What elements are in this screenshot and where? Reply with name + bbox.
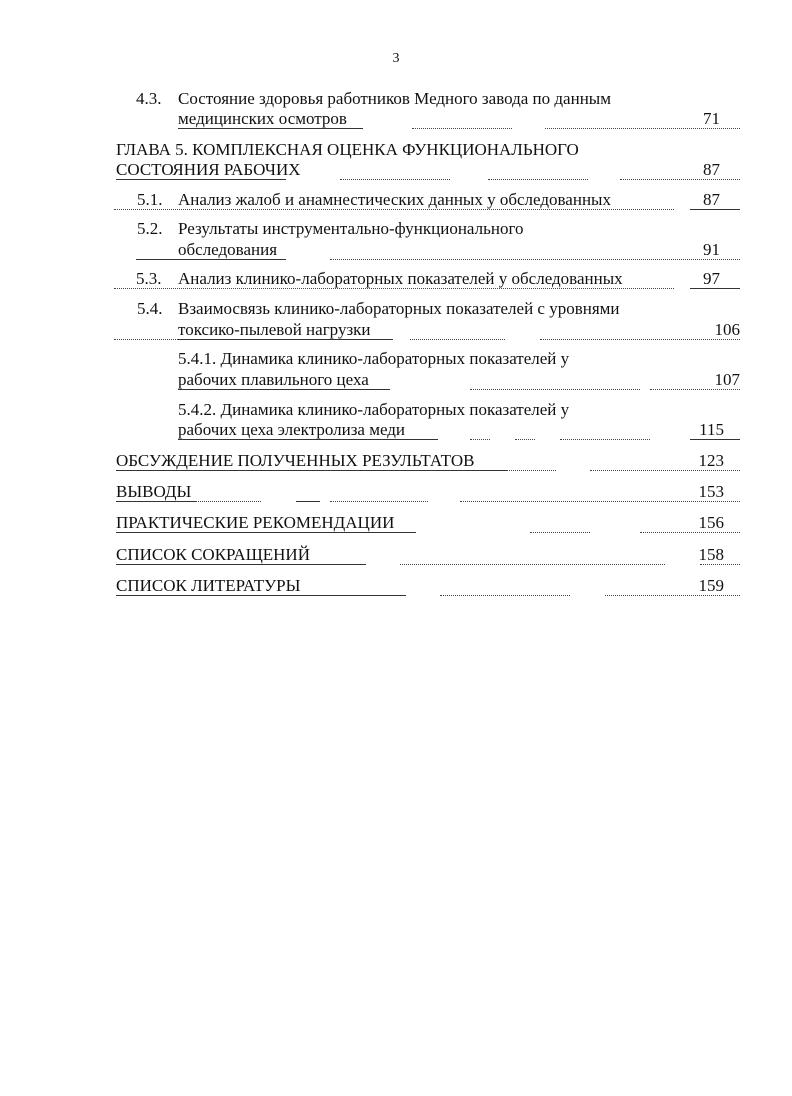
leader-line bbox=[178, 389, 390, 390]
leader-line bbox=[114, 209, 674, 210]
leader-line bbox=[440, 595, 570, 596]
leader-line bbox=[470, 439, 490, 440]
toc-entry-title-line2: рабочих цеха электролиза меди bbox=[178, 420, 406, 439]
leader-line bbox=[196, 501, 261, 502]
toc-entry-title-line1: Взаимосвязь клинико-лабораторных показателей с уровнями bbox=[178, 299, 620, 318]
leader-line bbox=[400, 564, 665, 565]
leader-line bbox=[650, 389, 740, 390]
toc-entry-title-line2: обследования bbox=[178, 240, 278, 259]
toc-entry-title: Анализ клинико-лабораторных показателей у обследованных bbox=[178, 269, 623, 288]
toc-entry-title: Анализ жалоб и анамнестических данных у обследованных bbox=[178, 190, 611, 209]
toc-entry-title: ПРАКТИЧЕСКИЕ РЕКОМЕНДАЦИИ bbox=[116, 513, 395, 532]
toc-entry-page: 71 bbox=[703, 109, 720, 128]
toc-entry-page: 115 bbox=[699, 420, 724, 439]
leader-line bbox=[330, 259, 740, 260]
leader-line bbox=[690, 288, 740, 289]
leader-line bbox=[412, 128, 512, 129]
toc-entry-title-line1: 5.4.1. Динамика клинико-лабораторных показателей у bbox=[178, 349, 570, 368]
leader-line bbox=[640, 532, 740, 533]
toc-entry-number: 5.2. bbox=[137, 219, 163, 238]
toc-entry-title: ВЫВОДЫ bbox=[116, 482, 192, 501]
leader-line bbox=[116, 470, 506, 471]
toc-entry-page: 158 bbox=[698, 545, 724, 564]
toc-entry-title-line2: СОСТОЯНИЯ РАБОЧИХ bbox=[116, 160, 301, 179]
leader-line bbox=[340, 179, 450, 180]
leader-line bbox=[178, 339, 393, 340]
leader-line bbox=[545, 128, 740, 129]
toc-entry-title-line2: рабочих плавильного цеха bbox=[178, 370, 369, 389]
leader-line bbox=[330, 501, 428, 502]
leader-line bbox=[116, 532, 416, 533]
leader-line bbox=[515, 439, 535, 440]
toc-entry-title-line1: Состояние здоровья работников Медного завода по данным bbox=[178, 89, 611, 108]
toc-entry-number: 4.3. bbox=[136, 89, 162, 108]
leader-line bbox=[690, 209, 740, 210]
toc-entry-page: 156 bbox=[698, 513, 724, 532]
leader-line bbox=[700, 564, 740, 565]
toc-entry-number: 5.1. bbox=[137, 190, 163, 209]
page-number: 3 bbox=[392, 51, 400, 66]
leader-line bbox=[690, 439, 740, 440]
leader-line bbox=[410, 339, 505, 340]
toc-entry-page: 91 bbox=[703, 240, 720, 259]
leader-line bbox=[560, 439, 650, 440]
leader-line bbox=[136, 259, 286, 260]
leader-line bbox=[530, 532, 590, 533]
leader-line bbox=[460, 501, 740, 502]
toc-entry-title: СПИСОК ЛИТЕРАТУРЫ bbox=[116, 576, 301, 595]
toc-entry-title-line2: токсико-пылевой нагрузки bbox=[178, 320, 371, 339]
toc-entry-page: 87 bbox=[703, 160, 720, 179]
toc-entry-title-line1: 5.4.2. Динамика клинико-лабораторных показателей у bbox=[178, 400, 570, 419]
leader-line bbox=[506, 470, 556, 471]
toc-entry-page: 97 bbox=[703, 269, 720, 288]
toc-entry-page: 106 bbox=[714, 320, 740, 339]
toc-entry-page: 107 bbox=[714, 370, 740, 389]
leader-line bbox=[114, 288, 674, 289]
leader-line bbox=[488, 179, 588, 180]
toc-entry-number: 5.3. bbox=[136, 269, 162, 288]
leader-line bbox=[178, 439, 438, 440]
leader-line bbox=[116, 179, 286, 180]
leader-line bbox=[116, 564, 366, 565]
leader-line bbox=[296, 501, 320, 502]
toc-entry-page: 153 bbox=[698, 482, 724, 501]
leader-line bbox=[470, 389, 640, 390]
toc-entry-title-line2: медицинских осмотров bbox=[178, 109, 347, 128]
toc-entry-page: 159 bbox=[698, 576, 724, 595]
toc-entry-title-line1: ГЛАВА 5. КОМПЛЕКСНАЯ ОЦЕНКА ФУНКЦИОНАЛЬНОГО bbox=[116, 140, 579, 159]
leader-line bbox=[540, 339, 740, 340]
leader-line bbox=[605, 595, 740, 596]
toc-entry-page: 87 bbox=[703, 190, 720, 209]
leader-line bbox=[116, 595, 406, 596]
toc-entry-page: 123 bbox=[698, 451, 724, 470]
leader-line bbox=[116, 501, 196, 502]
leader-line bbox=[590, 470, 740, 471]
toc-entry-title-line1: Результаты инструментально-функционального bbox=[178, 219, 524, 238]
leader-line bbox=[620, 179, 740, 180]
toc-entry-number: 5.4. bbox=[137, 299, 163, 318]
leader-line bbox=[178, 128, 363, 129]
toc-entry-title: СПИСОК СОКРАЩЕНИЙ bbox=[116, 545, 310, 564]
toc-entry-title: ОБСУЖДЕНИЕ ПОЛУЧЕННЫХ РЕЗУЛЬТАТОВ bbox=[116, 451, 475, 470]
